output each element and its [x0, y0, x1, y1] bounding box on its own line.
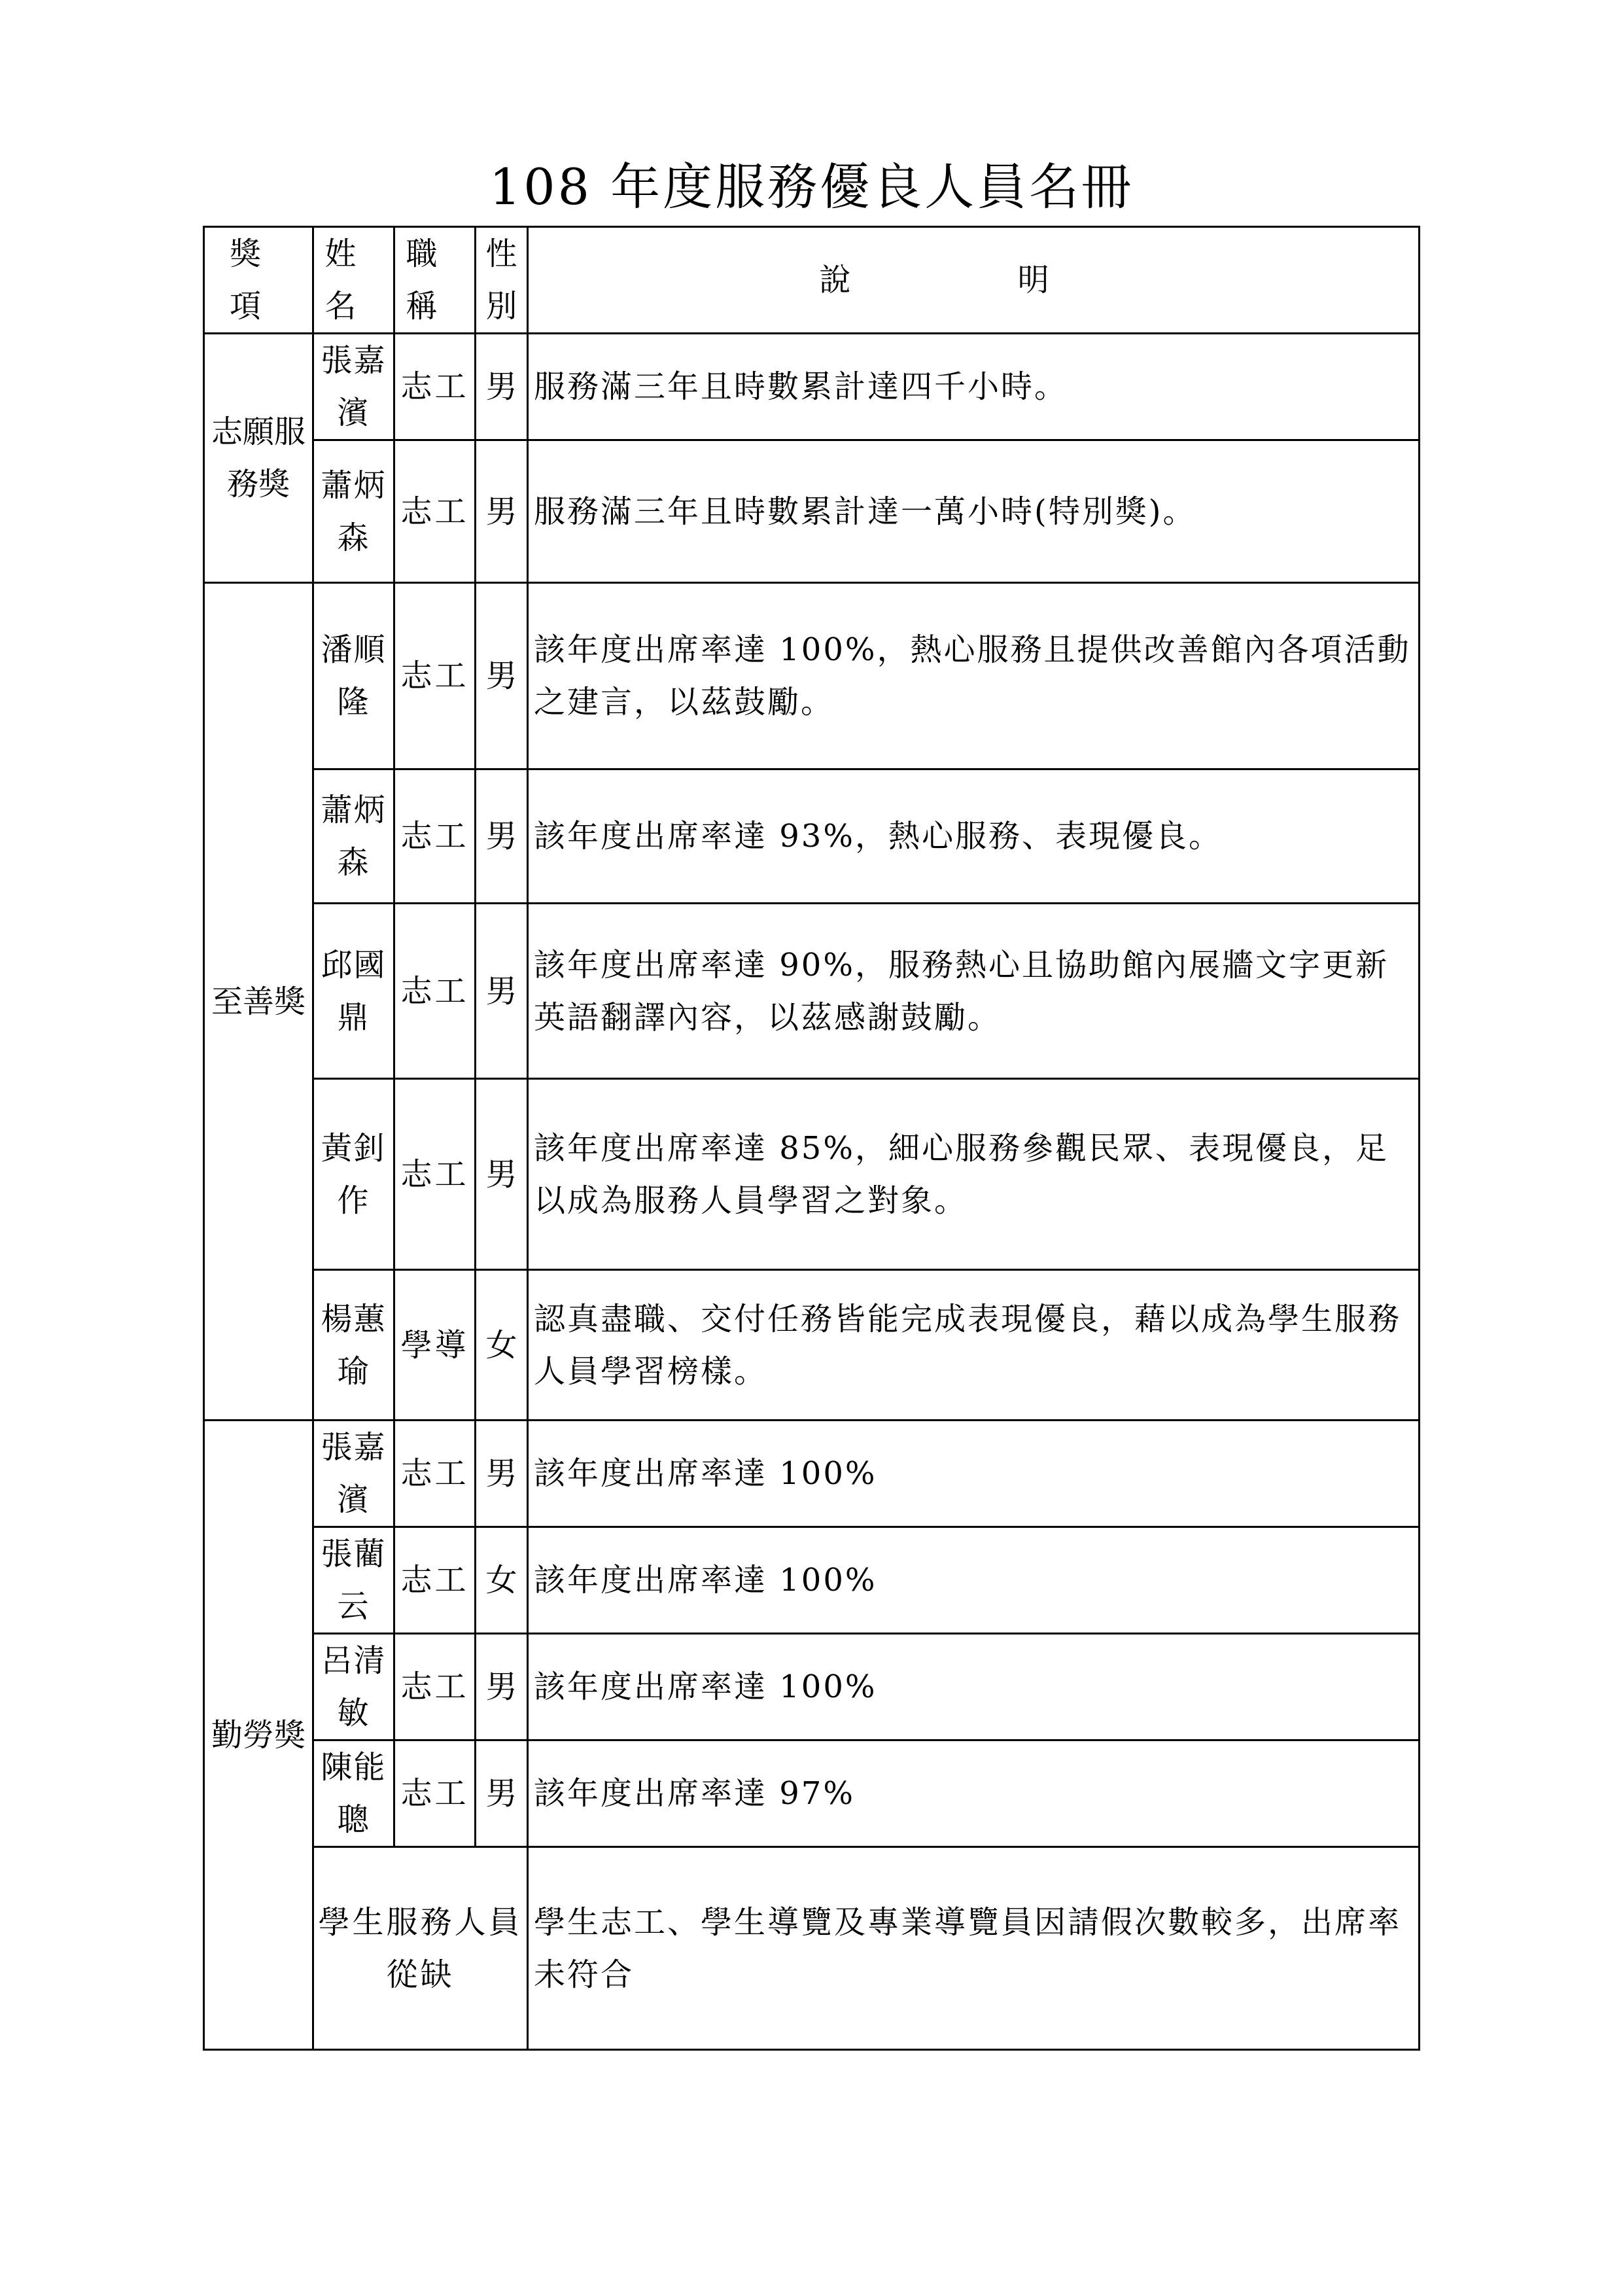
gender: 男: [476, 1421, 528, 1527]
job-title: 志工: [394, 1527, 476, 1634]
gender: 男: [476, 440, 528, 583]
description: 該年度出席率達 97%: [528, 1740, 1420, 1847]
vacancy-row: [204, 1847, 1420, 2050]
table-row: [204, 1079, 1420, 1270]
award-category: 勤勞獎: [204, 1421, 313, 2050]
person-name: 蕭炳森: [313, 440, 394, 583]
gender: 男: [476, 334, 528, 440]
gender: 男: [476, 769, 528, 904]
job-title: 志工: [394, 904, 476, 1079]
table-row: [204, 1634, 1420, 1740]
gender: 女: [476, 1527, 528, 1634]
header-gender: 性別: [476, 227, 528, 334]
job-title: 志工: [394, 769, 476, 904]
gender: 男: [476, 1740, 528, 1847]
person-name: 呂清敏: [313, 1634, 394, 1740]
gender: 男: [476, 904, 528, 1079]
person-name: 張嘉濱: [313, 1421, 394, 1527]
person-name: 陳能聰: [313, 1740, 394, 1847]
vacancy-label: 學生服務人員從缺: [313, 1847, 528, 2050]
gender: 女: [476, 1270, 528, 1421]
person-name: 邱國鼎: [313, 904, 394, 1079]
table-row: [204, 769, 1420, 904]
person-name: 張嘉濱: [313, 334, 394, 440]
job-title: 志工: [394, 1634, 476, 1740]
job-title: 志工: [394, 1740, 476, 1847]
award-category: 至善獎: [204, 583, 313, 1421]
job-title: 志工: [394, 583, 476, 769]
table-row: [204, 904, 1420, 1079]
description: 該年度出席率達 90%，服務熱心且協助館內展牆文字更新英語翻譯內容，以茲感謝鼓勵。: [528, 904, 1420, 1079]
header-job-title: 職 稱: [394, 227, 476, 334]
table-row: [204, 1270, 1420, 1421]
description: 該年度出席率達 100%: [528, 1634, 1420, 1740]
table-row: [204, 583, 1420, 769]
header-name: 姓 名: [313, 227, 394, 334]
table-row: [204, 1421, 1420, 1527]
description: 認真盡職、交付任務皆能完成表現優良，藉以成為學生服務人員學習榜樣。: [528, 1270, 1420, 1421]
gender: 男: [476, 1634, 528, 1740]
description: 服務滿三年且時數累計達一萬小時(特別獎)。: [528, 440, 1420, 583]
job-title: 志工: [394, 334, 476, 440]
description: 該年度出席率達 100%，熱心服務且提供改善館內各項活動之建言，以茲鼓勵。: [528, 583, 1420, 769]
awards-roster-table: [203, 226, 1420, 2051]
document-title: 108 年度服務優良人員名冊: [489, 158, 1134, 216]
table-row: [204, 1740, 1420, 1847]
job-title: 學導: [394, 1270, 476, 1421]
job-title: 志工: [394, 1421, 476, 1527]
person-name: 蕭炳森: [313, 769, 394, 904]
person-name: 潘順隆: [313, 583, 394, 769]
award-category: 志願服務獎: [204, 334, 313, 583]
header-award: 獎 項: [204, 227, 313, 334]
job-title: 志工: [394, 440, 476, 583]
gender: 男: [476, 583, 528, 769]
person-name: 黃釗作: [313, 1079, 394, 1270]
table-row: [204, 334, 1420, 440]
vacancy-description: 學生志工、學生導覽及專業導覽員因請假次數較多，出席率未符合: [528, 1847, 1420, 2050]
job-title: 志工: [394, 1079, 476, 1270]
description: 服務滿三年且時數累計達四千小時。: [528, 334, 1420, 440]
description: 該年度出席率達 93%，熱心服務、表現優良。: [528, 769, 1420, 904]
person-name: 楊蕙瑜: [313, 1270, 394, 1421]
description: 該年度出席率達 100%: [528, 1527, 1420, 1634]
description: 該年度出席率達 100%: [528, 1421, 1420, 1527]
header-description: 說 明: [528, 227, 1420, 334]
gender: 男: [476, 1079, 528, 1270]
table-row: [204, 440, 1420, 583]
person-name: 張藺云: [313, 1527, 394, 1634]
description: 該年度出席率達 85%，細心服務參觀民眾、表現優良，足以成為服務人員學習之對象。: [528, 1079, 1420, 1270]
table-row: [204, 1527, 1420, 1634]
header-row: [204, 227, 1420, 334]
